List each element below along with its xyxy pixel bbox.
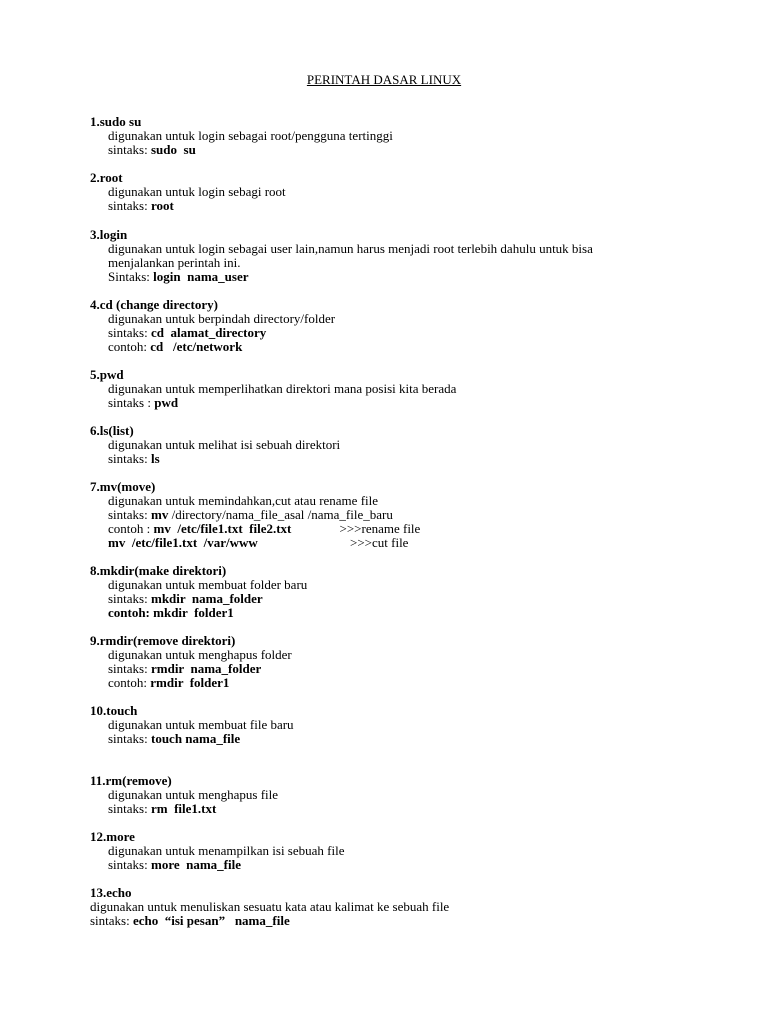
section-login [90, 228, 730, 284]
example-command: mv /etc/file1.txt file2.txt [153, 521, 292, 536]
syntax-command: mv [150, 507, 169, 522]
syntax-label: sintaks: [108, 731, 151, 746]
section-heading: 8.mkdir(make direktori) [90, 563, 227, 578]
syntax-line [90, 326, 730, 340]
example-line-cut [90, 536, 730, 550]
syntax-command: cd alamat_directory [150, 325, 267, 340]
section-description: digunakan untuk login sebagai root/pengguna tertinggi [108, 128, 393, 143]
section-more [90, 830, 730, 872]
syntax-command: mkdir nama_folder [150, 591, 263, 606]
example-line [90, 676, 730, 690]
section-mkdir [90, 564, 730, 620]
syntax-label: sintaks: [108, 198, 151, 213]
syntax-command: echo “isi pesan” nama_file [132, 913, 290, 928]
example-note: >>>cut file [350, 535, 409, 550]
section-heading: 4.cd (change directory) [90, 297, 218, 312]
syntax-command: rm file1.txt [150, 801, 217, 816]
syntax-line [90, 452, 730, 466]
syntax-command: login nama_user [153, 269, 249, 284]
syntax-command: ls [150, 451, 160, 466]
section-heading: 2.root [90, 170, 123, 185]
syntax-line [90, 143, 730, 157]
syntax-line [90, 396, 730, 410]
syntax-label: sintaks: [108, 142, 151, 157]
syntax-command: root [150, 198, 174, 213]
section-echo [90, 886, 730, 928]
syntax-line [90, 270, 730, 284]
section-description: digunakan untuk menghapus folder [108, 647, 292, 662]
syntax-line [90, 802, 730, 816]
section-cd [90, 298, 730, 354]
section-description: digunakan untuk melihat isi sebuah direktori [108, 437, 341, 452]
section-description: digunakan untuk berpindah directory/folder [108, 311, 336, 326]
section-heading: 6.ls(list) [90, 423, 134, 438]
syntax-line [90, 858, 730, 872]
section-heading: 10.touch [90, 703, 138, 718]
example-line: contoh: mkdir folder1 [108, 605, 234, 620]
syntax-label: sintaks: [108, 591, 151, 606]
section-description: digunakan untuk memperlihatkan direktori mana posisi kita berada [108, 381, 457, 396]
syntax-label: sintaks : [108, 395, 155, 410]
section-sudo-su [90, 115, 730, 157]
section-rmdir [90, 634, 730, 690]
syntax-label: sintaks: [108, 801, 151, 816]
section-heading: 12.more [90, 829, 135, 844]
example-command: rmdir folder1 [150, 675, 230, 690]
syntax-command: more nama_file [150, 857, 242, 872]
section-description: digunakan untuk menghapus file [108, 787, 279, 802]
syntax-command: touch nama_file [150, 731, 241, 746]
section-touch [90, 704, 730, 746]
syntax-label: sintaks: [108, 507, 151, 522]
page-title: PERINTAH DASAR LINUX [306, 72, 462, 87]
syntax-line [90, 508, 730, 522]
section-rm [90, 774, 730, 816]
section-description: digunakan untuk login sebagai user lain,namun harus menjadi root terlebih dahulu untuk bisa [108, 241, 593, 256]
syntax-command: pwd [154, 395, 179, 410]
section-heading: 7.mv(move) [90, 479, 156, 494]
section-description: digunakan untuk membuat folder baru [108, 577, 308, 592]
syntax-label: Sintaks: [108, 269, 154, 284]
syntax-line [90, 592, 730, 606]
syntax-line [90, 662, 730, 676]
syntax-label: sintaks: [108, 451, 151, 466]
section-description: digunakan untuk menuliskan sesuatu kata atau kalimat ke sebuah file [90, 899, 450, 914]
section-description: digunakan untuk login sebagi root [108, 184, 286, 199]
example-label: contoh: [108, 339, 151, 354]
syntax-line [90, 914, 730, 928]
example-line [90, 340, 730, 354]
syntax-arguments: /directory/nama_file_asal /nama_file_baru [168, 507, 393, 522]
example-command: mv /etc/file1.txt /var/www [108, 535, 258, 550]
section-heading: 5.pwd [90, 367, 124, 382]
syntax-label: sintaks: [90, 913, 133, 928]
syntax-label: sintaks: [108, 857, 151, 872]
section-heading: 1.sudo su [90, 114, 142, 129]
example-label: contoh : [108, 521, 154, 536]
section-heading: 11.rm(remove) [90, 773, 172, 788]
section-description: digunakan untuk menampilkan isi sebuah file [108, 843, 345, 858]
section-heading: 9.rmdir(remove direktori) [90, 633, 236, 648]
section-heading: 3.login [90, 227, 128, 242]
syntax-command: sudo su [150, 142, 196, 157]
section-description-continued: menjalankan perintah ini. [108, 255, 241, 270]
section-description: digunakan untuk membuat file baru [108, 717, 294, 732]
syntax-label: sintaks: [108, 325, 151, 340]
section-root [90, 171, 730, 213]
syntax-command: rmdir nama_folder [150, 661, 262, 676]
section-ls [90, 424, 730, 466]
example-line-rename [90, 522, 730, 536]
syntax-line [90, 199, 730, 213]
section-mv [90, 480, 730, 550]
section-description: digunakan untuk memindahkan,cut atau rename file [108, 493, 379, 508]
example-label: contoh: [108, 675, 151, 690]
example-command: cd /etc/network [150, 339, 243, 354]
syntax-label: sintaks: [108, 661, 151, 676]
section-pwd [90, 368, 730, 410]
section-heading: 13.echo [90, 885, 132, 900]
example-note: >>>rename file [339, 521, 421, 536]
syntax-line [90, 732, 730, 746]
